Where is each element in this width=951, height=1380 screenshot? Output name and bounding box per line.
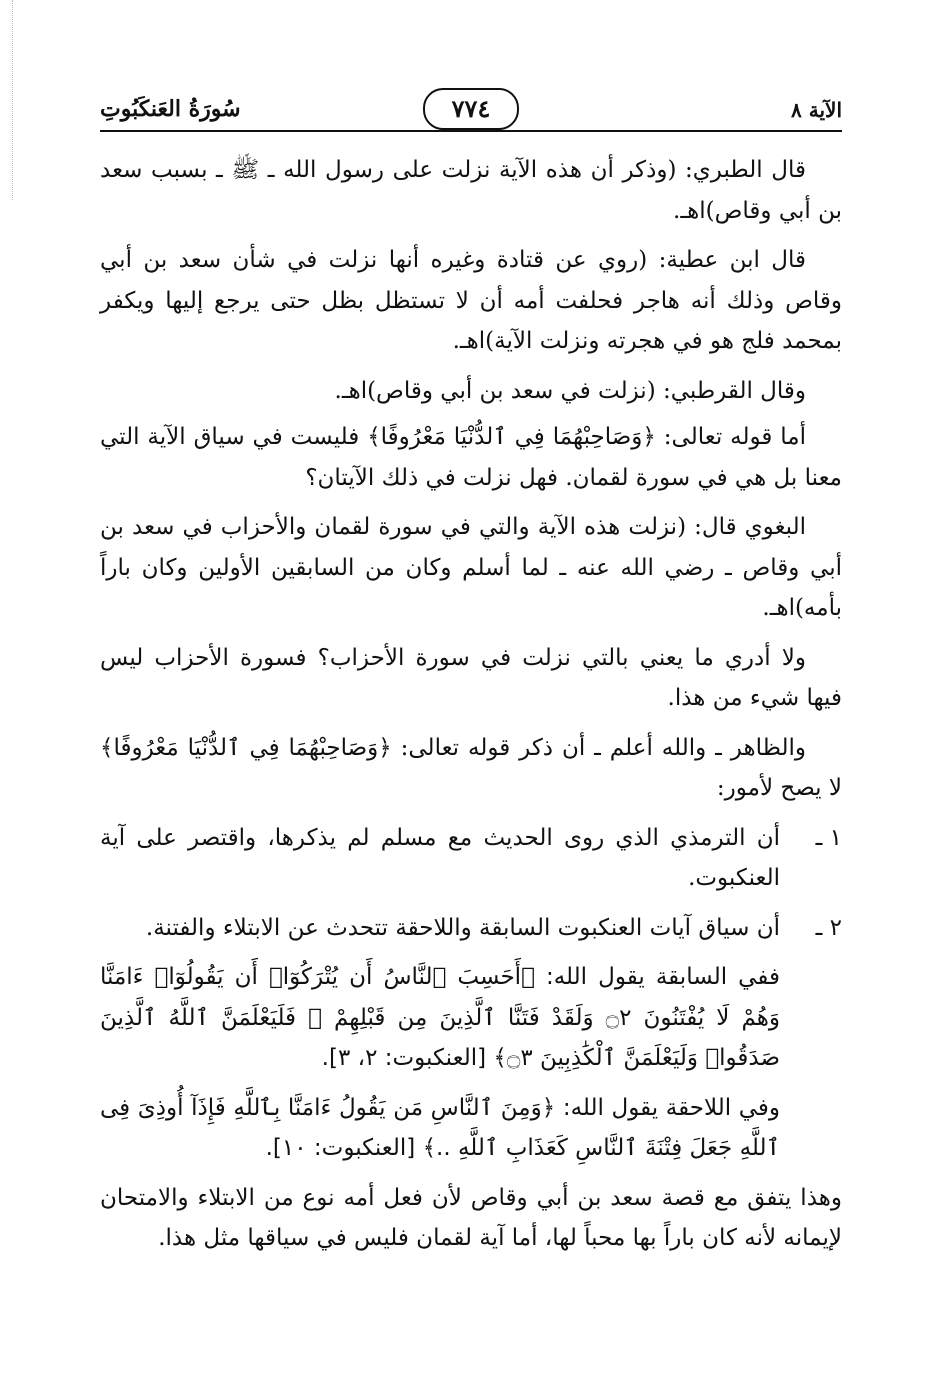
paragraph-luqman-verse: أما قوله تعالى: ﴿وَصَاحِبْهُمَا فِي ٱلدُّنْيَا مَعْرُوفًا﴾ فليست في سياق الآية التي معنا بل هي في سورة لقمان. فهل نزلت في ذلك الآيتان؟: [100, 424, 842, 491]
list-number: ٢ ـ: [815, 914, 842, 941]
paragraph-ibn-atiyya: قال ابن عطية: (روي عن قتادة وغيره أنها نزلت في شأن سعد بن أبي وقاص وذلك أنه هاجر فحلفت أمه أن لا تستظل بظل حتى يرجع إليها ويكفر بمحمد فلج هو في هجرته ونزلت الآية)اهـ.: [100, 247, 842, 354]
list-item-2: [100, 908, 842, 1169]
following-verse-quote: وفي اللاحقة يقول الله: ﴿وَمِنَ ٱلنَّاسِ مَن يَقُولُ ءَامَنَّا بِٱللَّهِ فَإِذَآ أُوذِىَ فِى ٱللَّهِ جَعَلَ فِتْنَةَ ٱلنَّاسِ كَعَذَابِ ٱللَّهِ ..﴾ [العنكبوت: ١٠].: [100, 1094, 780, 1161]
paragraph-qurtubi: وقال القرطبي: (نزلت في سعد بن أبي وقاص)اهـ.: [334, 377, 806, 404]
paragraph-conclusion: والظاهر ـ والله أعلم ـ أن ذكر قوله تعالى: ﴿وَصَاحِبْهُمَا فِي ٱلدُّنْيَا مَعْرُوفًا﴾ لا يصح لأمور:: [100, 734, 842, 801]
paragraph-tabari: قال الطبري: (وذكر أن هذه الآية نزلت على رسول الله ـ ﷺ ـ بسبب سعد بن أبي وقاص)اهـ.: [100, 157, 842, 224]
page-body: [100, 150, 842, 1268]
scan-edge-mark: [12, 0, 13, 200]
page-number: ٧٧٤: [423, 88, 519, 130]
list-item-1: [100, 818, 842, 899]
paragraph-baghawi: البغوي قال: (نزلت هذه الآية والتي في سورة لقمان والأحزاب في سعد بن أبي وقاص ـ رضي الله عنه ـ لما أسلم وكان من السابقين الأولين وكان باراً بأمه)اهـ.: [100, 514, 842, 621]
page-header: [100, 92, 842, 132]
paragraph-final: وهذا يتفق مع قصة سعد بن أبي وقاص لأن فعل أمه نوع من الابتلاء والامتحان لإيمانه لأنه كان باراً بها محباً لها، أما آية لقمان فليس في سياقها مثل هذا.: [100, 1184, 842, 1251]
list-item-text: أن سياق آيات العنكبوت السابقة واللاحقة تتحدث عن الابتلاء والفتنة.: [145, 914, 780, 941]
header-divider: [100, 130, 842, 132]
surah-title: سُورَةُ العَنكَبُوتِ: [100, 96, 241, 122]
preceding-verses-quote: ففي السابقة يقول الله: ﴿أَحَسِبَ ٱلنَّاسُ أَن يُتْرَكُوٓا۟ أَن يَقُولُوٓا۟ ءَامَنَّا وَهُمْ لَا يُفْتَنُونَ ۝٢ وَلَقَدْ فَتَنَّا ٱلَّذِينَ مِن قَبْلِهِمْ ۖ فَلَيَعْلَمَنَّ ٱللَّهُ ٱلَّذِينَ صَدَقُوا۟ وَلَيَعْلَمَنَّ ٱلْكَٰذِبِينَ ۝٣﴾ [العنكبوت: ٢، ٣].: [100, 964, 780, 1071]
list-number: ١ ـ: [815, 824, 842, 851]
list-item-text: أن الترمذي الذي روى الحديث مع مسلم لم يذكرها، واقتصر على آية العنكبوت.: [100, 824, 780, 891]
verse-reference: الآية ٨: [791, 98, 842, 122]
paragraph-ahzab: ولا أدري ما يعني بالتي نزلت في سورة الأحزاب؟ فسورة الأحزاب ليس فيها شيء من هذا.: [100, 644, 842, 711]
